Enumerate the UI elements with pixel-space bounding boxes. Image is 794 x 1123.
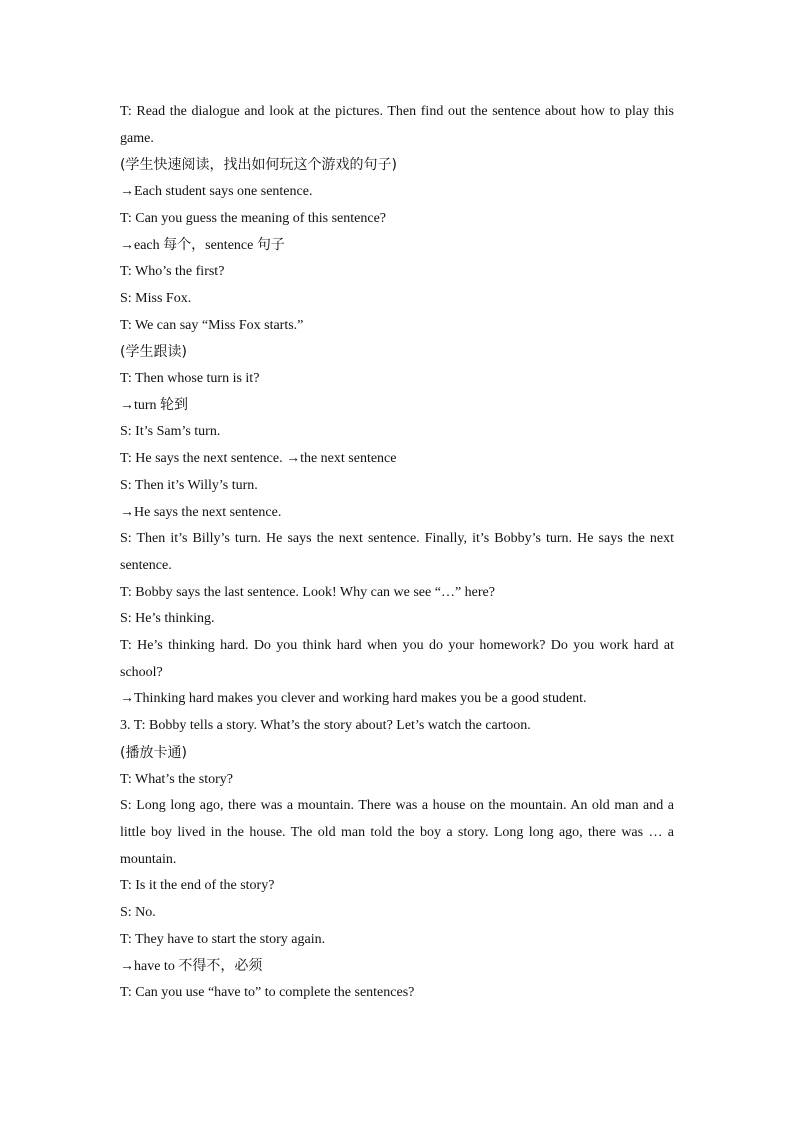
text-line: T: He’s thinking hard. Do you think hard when you do your homework? Do you work hard at school? [120,638,674,680]
text-line: T: Read the dialogue and look at the pictures. Then find out the sentence about how to play this game. [120,104,674,146]
text-line: S: Then it’s Willy’s turn. [120,477,258,493]
text-line: T: Bobby says the last sentence. Look! Why can we see “…” here? [120,584,495,600]
text-line: →Thinking hard makes you clever and working hard makes you be a good student. [120,691,587,707]
text-line: T: Is it the end of the story? [120,878,275,894]
text-line: T: Can you use “have to” to complete the sentences? [120,985,415,1001]
document-body [120,99,674,1007]
text-line: →have to 不得不，必须 [120,958,263,974]
text-line: S: It’s Sam’s turn. [120,424,221,440]
text-line: S: No. [120,905,156,921]
text-line: S: Long long ago, there was a mountain. There was a house on the mountain. An old man and a little boy lived in the house. The old man told the boy a story. Long long ago, there was … a mountain. [120,798,674,867]
text-line: S: Then it’s Billy’s turn. He says the next sentence. Finally, it’s Bobby’s turn. He says the next sentence. [120,531,674,573]
text-line: 3. T: Bobby tells a story. What’s the story about? Let’s watch the cartoon. [120,718,531,734]
text-line: →He says the next sentence. [120,504,282,520]
text-line: T: Can you guess the meaning of this sentence? [120,210,387,226]
text-line: T: We can say “Miss Fox starts.” [120,317,304,333]
text-line: T: Who’s the first? [120,264,225,280]
text-line: T: What’s the story? [120,771,233,787]
text-line: T: He says the next sentence. →the next sentence [120,451,397,467]
text-line: (学生跟读) [120,344,187,361]
text-line: (学生快速阅读，找出如何玩这个游戏的句子) [120,157,397,174]
text-line: S: Miss Fox. [120,290,192,306]
text-line: →Each student says one sentence. [120,184,313,200]
text-line: →each 每个，sentence 句子 [120,237,285,253]
text-line: →turn 轮到 [120,397,189,413]
text-line: T: They have to start the story again. [120,931,326,947]
text-line: T: Then whose turn is it? [120,371,260,387]
text-line: (播放卡通) [120,744,187,761]
text-line: S: He’s thinking. [120,611,215,627]
